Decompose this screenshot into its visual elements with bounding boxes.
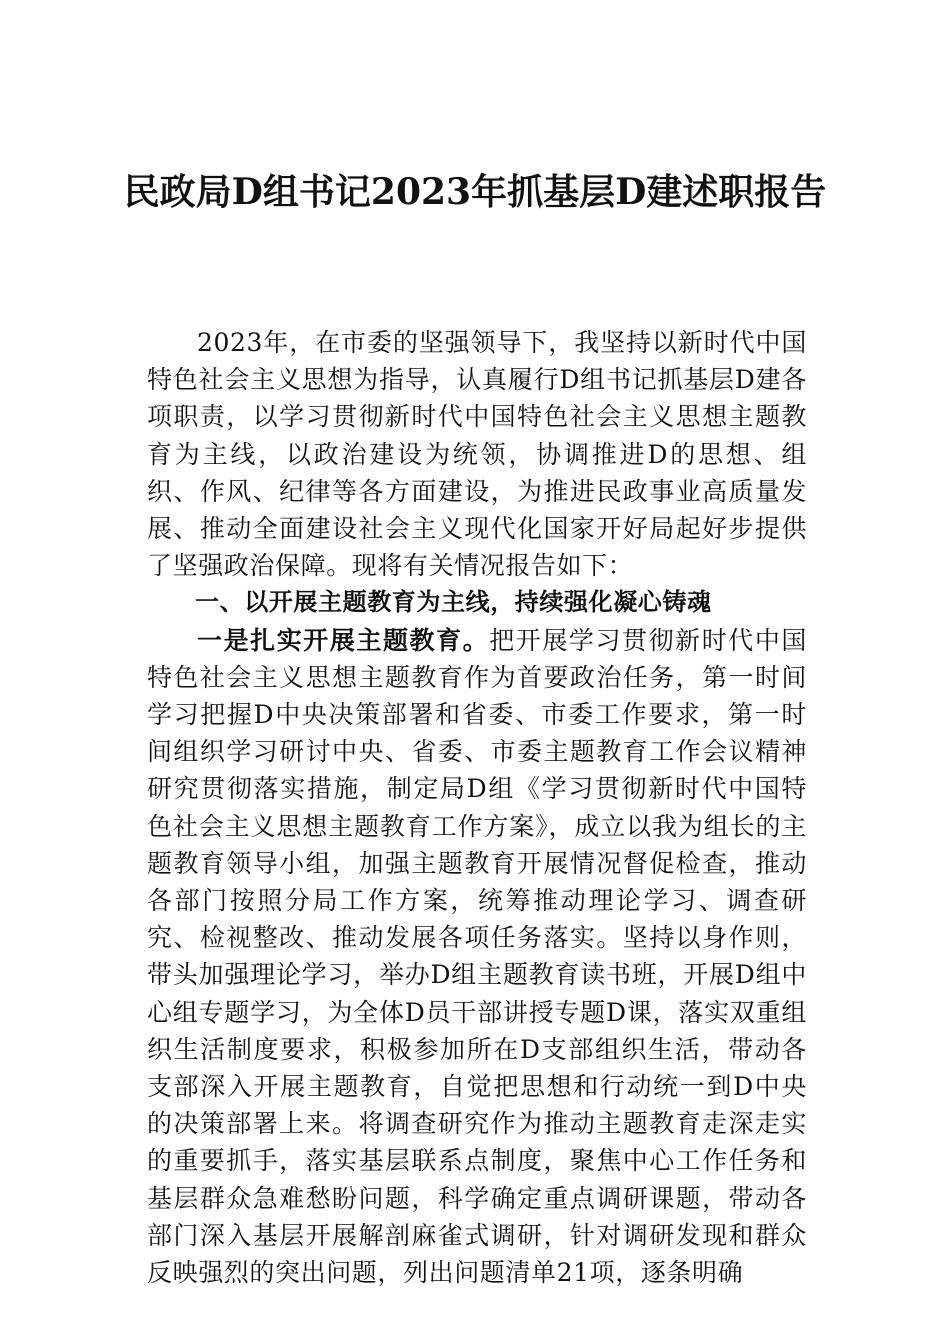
- paragraph-lead: 一是扎实开展主题教育。: [197, 625, 490, 655]
- section-paragraph: [147, 622, 807, 1292]
- document-title: 民政局D组书记2023年抓基层D建述职报告: [123, 171, 827, 213]
- paragraph-text: 把开展学习贯彻新时代中国特色社会主义思想主题教育作为首要政治任务，第一时间学习把握D中央决策部署和省委、市委工作要求，第一时间组织学习研讨中央、省委、市委主题教育工作会议精神研究贯彻落实措施，制定局D组《学习贯彻新时代中国特色社会主义思想主题教育工作方案》，成立以我为组长的主题教育领导小组，加强主题教育开展情况督促检查，推动各部门按照分局工作方案，统筹推动理论学习、调查研究、检视整改、推动发展各项任务落实。坚持以身作则，带头加强理论学习，举办D组主题教育读书班，开展D组中心组专题学习，为全体D员干部讲授专题D课，落实双重组织生活制度要求，积极参加所在D支部组织生活，带动各支部深入开展主题教育，自觉把思想和行动统一到D中央的决策部署上来。将调查研究作为推动主题教育走深走实的重要抓手，落实基层联系点制度，聚焦中心工作任务和基层群众急难愁盼问题，科学确定重点调研课题，带动各部门深入基层开展解剖麻雀式调研，针对调研发现和群众反映强烈的突出问题，列出问题清单21项，逐条明确: [147, 625, 807, 1288]
- intro-paragraph: 2023年，在市委的坚强领导下，我坚持以新时代中国特色社会主义思想为指导，认真履行D组书记抓基层D建各项职责，以学习贯彻新时代中国特色社会主义思想主题教育为主线，以政治建设为统领，协调推进D的思想、组织、作风、纪律等各方面建设，为推进民政事业高质量发展、推动全面建设社会主义现代化国家开好局起好步提供了坚强政治保障。现将有关情况报告如下：: [147, 328, 807, 581]
- section-heading: 一、以开展主题教育为主线，持续强化凝心铸魂: [195, 588, 712, 617]
- document-body: [147, 324, 807, 1291]
